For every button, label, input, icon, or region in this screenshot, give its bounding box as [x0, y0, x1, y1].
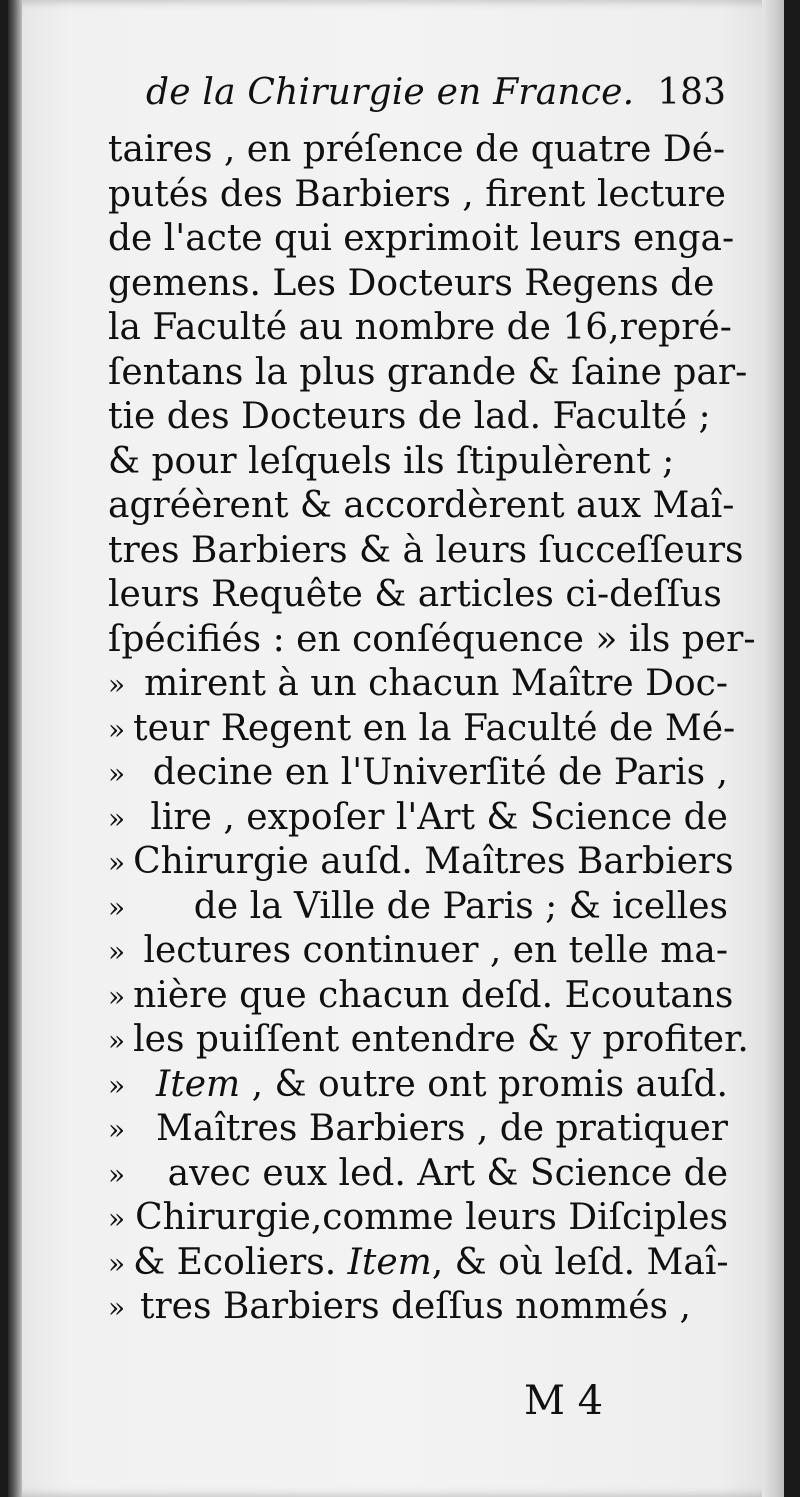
item-word: Item: [347, 1241, 432, 1283]
text-line: putés des Barbiers , firent lecture: [108, 173, 726, 215]
quoted-line-text: , & outre ont promis auſd.: [240, 1063, 728, 1105]
signature-mark: M 4: [524, 1378, 604, 1424]
quote-mark: »: [108, 979, 126, 1013]
quoted-line-text: teur Regent en la Faculté de Mé-: [133, 707, 736, 749]
quote-mark: »: [108, 757, 126, 790]
quoted-line: [108, 1107, 728, 1152]
quoted-line-text: & Ecoliers.: [133, 1241, 348, 1283]
quote-mark: »: [108, 1024, 126, 1057]
quoted-line-text: tres Barbiers deſſus nommés ,: [140, 1286, 691, 1327]
page-edge: [762, 0, 784, 1497]
text-line: la Faculté au nombre de 16,repré-: [108, 307, 732, 348]
item-word: Item: [156, 1063, 241, 1105]
text-line: tres Barbiers & à leurs ſucceſſeurs: [108, 529, 744, 571]
text-line: gemens. Les Docteurs Regens de: [108, 262, 715, 304]
quote-mark: »: [108, 1068, 126, 1102]
quoted-line: [108, 840, 734, 885]
quoted-line: [108, 751, 728, 796]
quoted-line-text: les puiſſent entendre & y profiter.: [133, 1019, 749, 1060]
quoted-line-text: de la Ville de Paris ; & icelles: [193, 885, 728, 927]
quoted-line: [108, 1196, 728, 1241]
quoted-line: [108, 796, 728, 841]
page-number: 183: [657, 72, 726, 113]
quoted-line-text: Chirurgie,comme leurs Diſciples: [135, 1197, 728, 1238]
quoted-line: [108, 1285, 728, 1330]
book-page: [8, 0, 784, 1497]
quoted-line: [108, 885, 728, 930]
text-line: leurs Requête & articles ci-deſſus: [108, 574, 722, 615]
text-line: agréèrent & accordèrent aux Maî-: [108, 485, 735, 526]
quote-mark: »: [108, 846, 126, 879]
quote-mark: »: [108, 1291, 126, 1324]
quoted-line: [108, 929, 728, 974]
quoted-line-text: Maîtres Barbiers , de pratiquer: [156, 1108, 728, 1149]
main-text: [108, 128, 756, 1330]
quote-mark: »: [108, 935, 126, 968]
quoted-line: [108, 1018, 749, 1063]
quoted-line: [108, 662, 728, 707]
quote-mark: »: [108, 890, 126, 924]
text-line: ſpécifiés : en conſéquence » ils per-: [108, 618, 756, 660]
quote-mark: »: [108, 1113, 126, 1146]
quote-mark: »: [108, 801, 126, 835]
text-line: tie des Docteurs de lad. Faculté ;: [108, 396, 711, 437]
quoted-line: [108, 1152, 728, 1197]
quote-mark: »: [108, 1157, 126, 1191]
quoted-line-text: lire , expoſer l'Art & Science de: [150, 796, 728, 838]
quoted-line-text: decine en l'Univerſité de Paris ,: [152, 752, 728, 793]
text-line: & pour leſquels ils ſtipulèrent ;: [108, 440, 675, 482]
quote-mark: »: [108, 1202, 126, 1235]
quoted-line: [108, 1063, 728, 1108]
quoted-line-text: lectures continuer , en telle ma-: [143, 930, 728, 971]
quoted-line: [108, 1241, 728, 1286]
quote-mark: »: [108, 712, 126, 746]
text-line: taires , en préſence de quatre Dé-: [108, 129, 726, 170]
page-header: [146, 64, 726, 124]
quoted-line-text: Chirurgie auſd. Maîtres Barbiers: [133, 841, 734, 882]
quoted-line-text: nière que chacun deſd. Ecoutans: [133, 974, 734, 1016]
page-binding-shadow: [8, 0, 22, 1497]
quoted-line: [108, 707, 736, 752]
quoted-line-text: avec eux led. Art & Science de: [167, 1152, 728, 1194]
text-line: ſentans la plus grande & ſaine par-: [108, 351, 748, 393]
quoted-line: [108, 974, 734, 1019]
quoted-line-text: , & où leſd. Maî-: [431, 1241, 729, 1283]
quote-mark: »: [108, 668, 126, 701]
text-line: de l'acte qui exprimoit leurs enga-: [108, 218, 735, 259]
quoted-line-text: mirent à un chacun Maître Doc-: [144, 663, 728, 704]
quote-mark: »: [108, 1246, 126, 1280]
running-head: de la Chirurgie en France.: [146, 72, 635, 113]
